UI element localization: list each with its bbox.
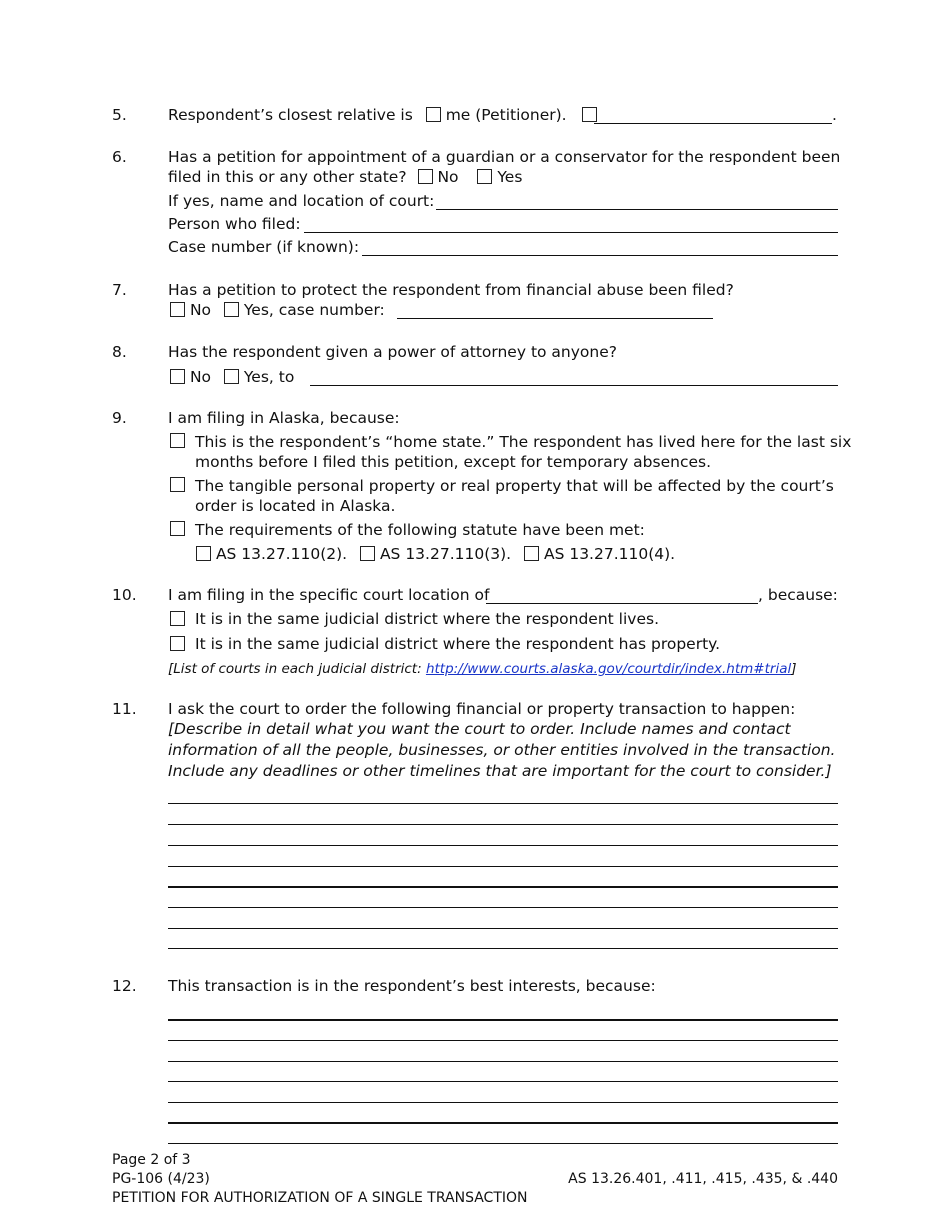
item-11-answer-line[interactable] — [168, 803, 838, 804]
item-9-option3-checkbox[interactable] — [170, 521, 185, 536]
item-11-instruction-2: information of all the people, businesses, or other entities involved in the transaction. — [168, 741, 836, 759]
item-7-yes-label: Yes, case number: — [243, 301, 385, 319]
item-7-no-label: No — [189, 301, 212, 319]
item-10-note-prefix: [List of courts in each judicial district: — [168, 661, 426, 677]
item-11-answer-line[interactable] — [168, 907, 838, 908]
item-10-option1-text: It is in the same judicial district where the respondent lives. — [195, 610, 659, 628]
item-11-answer-line[interactable] — [168, 866, 838, 867]
item-7-number: 7. — [112, 281, 127, 299]
item-10-option1-checkbox[interactable] — [170, 611, 185, 626]
item-9-option2-checkbox[interactable] — [170, 477, 185, 492]
item-6-case-label: Case number (if known): — [168, 238, 360, 256]
item-8-text: Has the respondent given a power of attorney to anyone? — [168, 343, 617, 361]
item-8-no-checkbox[interactable] — [170, 369, 185, 384]
item-9-statute1-label: AS 13.27.110(2). — [215, 545, 348, 563]
item-12-answer-line[interactable] — [168, 1102, 838, 1103]
item-12-number: 12. — [112, 977, 137, 995]
item-6-line1: Has a petition for appointment of a guardian or a conservator for the respondent been — [168, 148, 841, 166]
item-6-line2 — [168, 167, 522, 187]
item-7-text: Has a petition to protect the respondent from financial abuse been filed? — [168, 281, 734, 299]
item-5-question — [168, 105, 597, 125]
court-directory-link[interactable]: http://www.courts.alaska.gov/courtdir/index.htm#trial — [425, 661, 792, 677]
item-6-court-field[interactable] — [436, 209, 838, 210]
item-10-note — [168, 659, 797, 679]
item-9-option2-line2: order is located in Alaska. — [195, 497, 396, 515]
item-8-yes-checkbox[interactable] — [224, 369, 239, 384]
item-10-note-suffix: ] — [791, 661, 797, 677]
item-7-no-checkbox[interactable] — [170, 302, 185, 317]
item-6-number: 6. — [112, 148, 127, 166]
footer-statutes: AS 13.26.401, .411, .415, .435, & .440 — [568, 1171, 838, 1187]
item-5-relative-field[interactable] — [594, 123, 832, 124]
item-10-because: , because: — [758, 586, 838, 604]
item-12-answer-line[interactable] — [168, 1040, 838, 1041]
item-9-statute1-checkbox[interactable] — [196, 546, 211, 561]
item-10-court-location-field[interactable] — [486, 603, 758, 604]
item-8-attorney-field[interactable] — [310, 385, 838, 386]
item-11-answer-line[interactable] — [168, 928, 838, 929]
item-9-option3-text: The requirements of the following statute have been met: — [195, 521, 645, 539]
item-11-number: 11. — [112, 700, 137, 718]
item-10-option2-text: It is in the same judicial district where the respondent has property. — [195, 635, 721, 653]
item-11-text: I ask the court to order the following financial or property transaction to happen: — [168, 700, 796, 718]
item-5-period: . — [832, 106, 837, 124]
item-9-statute2-checkbox[interactable] — [360, 546, 375, 561]
item-9-option1-line2: months before I filed this petition, except for temporary absences. — [195, 453, 712, 471]
item-6-person-label: Person who filed: — [168, 215, 301, 233]
item-11-instruction-1: [Describe in detail what you want the court to order. Include names and contact — [168, 720, 791, 738]
item-7-yes-checkbox[interactable] — [224, 302, 239, 317]
item-11-instruction-3: Include any deadlines or other timelines that are important for the court to consider.] — [168, 762, 832, 780]
item-5-other-checkbox[interactable] — [582, 107, 597, 122]
item-10-option2-checkbox[interactable] — [170, 636, 185, 651]
item-6-court-label: If yes, name and location of court: — [168, 192, 435, 210]
item-11-answer-line[interactable] — [168, 845, 838, 846]
item-12-text: This transaction is in the respondent’s best interests, because: — [168, 977, 656, 995]
item-12-answer-line[interactable] — [168, 1061, 838, 1062]
item-9-statutes — [196, 544, 675, 564]
item-8-options — [168, 367, 294, 387]
item-12-answer-line[interactable] — [168, 1081, 838, 1082]
item-7-options — [168, 300, 385, 320]
item-6-yes-label: Yes — [497, 168, 523, 186]
item-6-no-label: No — [437, 168, 459, 186]
item-8-number: 8. — [112, 343, 127, 361]
item-12-answer-line[interactable] — [168, 1122, 838, 1124]
item-6-text: filed in this or any other state? — [168, 168, 407, 186]
item-9-text: I am filing in Alaska, because: — [168, 409, 400, 427]
item-12-answer-line[interactable] — [168, 1143, 838, 1144]
item-9-option1-line1: This is the respondent’s “home state.” The respondent has lived here for the last six — [195, 433, 852, 451]
item-6-person-field[interactable] — [304, 232, 838, 233]
item-9-option2-line1: The tangible personal property or real property that will be affected by the court’s — [195, 477, 834, 495]
item-5-number: 5. — [112, 106, 127, 124]
item-6-yes-checkbox[interactable] — [477, 169, 492, 184]
item-5-me-checkbox[interactable] — [426, 107, 441, 122]
item-9-statute3-checkbox[interactable] — [524, 546, 539, 561]
item-9-number: 9. — [112, 409, 127, 427]
item-9-option1-checkbox[interactable] — [170, 433, 185, 448]
item-11-answer-line[interactable] — [168, 886, 838, 888]
footer-form-title: PETITION FOR AUTHORIZATION OF A SINGLE TRANSACTION — [112, 1190, 528, 1206]
item-8-no-label: No — [189, 368, 212, 386]
item-11-answer-line[interactable] — [168, 824, 838, 825]
item-5-me-label: me (Petitioner). — [445, 106, 567, 124]
item-12-answer-line[interactable] — [168, 1019, 838, 1021]
item-6-no-checkbox[interactable] — [418, 169, 433, 184]
item-9-statute2-label: AS 13.27.110(3). — [379, 545, 512, 563]
footer-page-number: Page 2 of 3 — [112, 1152, 191, 1168]
item-6-case-field[interactable] — [362, 255, 838, 256]
item-10-number: 10. — [112, 586, 137, 604]
item-7-case-field[interactable] — [397, 318, 713, 319]
item-5-text: Respondent’s closest relative is — [168, 106, 413, 124]
footer-form-id: PG-106 (4/23) — [112, 1171, 210, 1187]
item-10-text: I am filing in the specific court location of — [168, 586, 490, 604]
item-11-answer-line[interactable] — [168, 948, 838, 949]
item-8-yes-label: Yes, to — [243, 368, 295, 386]
item-9-statute3-label: AS 13.27.110(4). — [543, 545, 676, 563]
